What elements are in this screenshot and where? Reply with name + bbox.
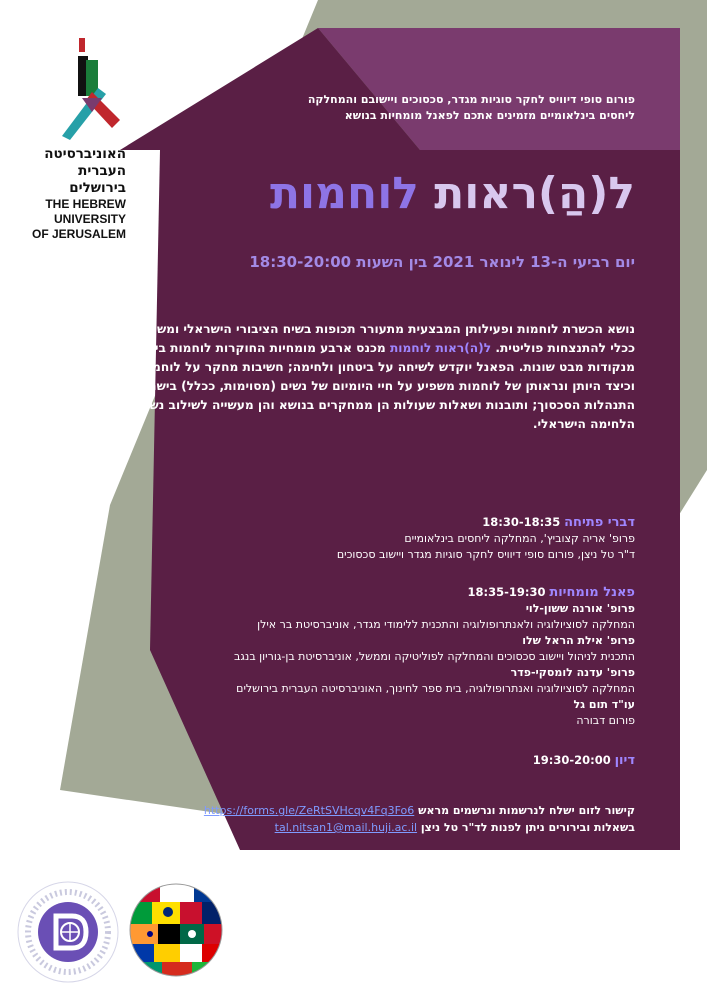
contact-section [75,802,635,836]
invitation-header [165,92,635,124]
globe-flags-logo-icon [128,882,224,978]
speaker-affiliation: פורום דבורה [576,714,635,727]
invitation-line-2: ליחסים בינלאומיים מזמינים אתכם לפאנל מומחיות בנושא [344,109,635,122]
opening-time: 18:30-18:35 [482,515,561,529]
discussion-title: דיון [614,753,635,768]
event-date: יום רביעי ה-13 לינואר 2021 בין השעות 18:30-20:00 [249,253,635,271]
university-name-he-2: העברית [78,163,126,179]
university-name-en-1: THE HEBREW [45,197,126,211]
invitation-line-1: פורום סופי דיוויס לחקר סוגיות מגדר, סכסוכים ויישובם והמחלקה [307,93,635,106]
intro-highlight: ל(ה)ראות לוחמות [389,341,492,355]
panel-section [75,584,635,729]
opening-line-1: פרופ' אריה קצוביץ', המחלקה ליחסים בינלאומיים [404,532,635,545]
opening-title: דברי פתיחה [564,515,635,530]
speaker-affiliation: התכנית לניהול ויישוב סכסוכים והמחלקה לפוליטיקה וממשל, אוניברסיטת בן-גוריון בנגב [234,650,635,663]
panel-time: 18:35-19:30 [467,585,546,599]
speaker-name: פרופ' אילת הראל שלו [522,634,635,647]
intro-text-2: מכנס ארבע מומחיות החוקרות לוחמות בישראל מנקודות מבט שונות. הפאנל יוקדש לשיחה על ביטחון ולחימה; חשיבות מחקר על לוחמות; האם וכיצד היותן ונראותן של לוחמות משפיע על חיי היומיום של נשים (מסוימות, ככלל) בישראל ועל התנהלות הסכסוך; ותובנות ושאלות שעולות הן ממחקרים בנושא והן מעשייה לשילוב נשים במערך הלחימה הישראלי. [94,341,635,431]
university-name [10,146,126,242]
university-name-en-2: UNIVERSITY [53,212,126,226]
title-part-2: לוחמות [269,168,419,219]
intro-paragraph [75,320,635,434]
university-name-he-1: האוניברסיטה [44,146,126,162]
intro-text-1: נושא הכשרת לוחמות ופעילותן המבצעית מתעורר תכופות בשיח הציבורי הישראלי ומשמש בעיקר ככלי להתנצחות פוליטית. [99,322,635,355]
forum-logo-icon [16,880,120,984]
registration-link[interactable]: https://forms.gle/ZeRtSVHcqv4Fq3Fo6 [203,804,415,817]
contact-email-link[interactable]: tal.nitsan1@mail.huji.ac.il [274,821,418,834]
panel-title: פאנל מומחיות [549,585,635,600]
hebrew-university-logo-icon [58,36,124,140]
speaker-name: פרופ' עדנה לומסקי-פדר [510,666,635,679]
speaker-affiliation: המחלקה לסוציולוגיה ולאנתרופולוגיה והתכנית ללימודי מגדר, אוניברסיטת בר אילן [257,618,635,631]
questions-line [75,819,635,836]
speaker-name: פרופ' אורנה ששון-לוי [525,602,635,615]
discussion-heading [75,752,635,769]
discussion-time: 19:30-20:00 [532,753,611,767]
panel-heading [75,584,635,601]
speaker-affiliation: המחלקה לסוציולוגיה ואנתרופולוגיה, בית ספר לחינוך, האוניברסיטה העברית בירושלים [236,682,635,695]
zoom-text: קישור לזום ישלח לנרשמות ונרשמים מראש [418,804,635,817]
title-part-1: ל(הַ)ראות [434,168,635,219]
zoom-registration-line [75,802,635,819]
speaker-name: עו"ד תום גל [573,698,635,711]
opening-line-2: ד"ר טל ניצן, פורום סופי דיוויס לחקר סוגיות מגדר ויישוב סכסוכים [336,548,635,561]
opening-heading [75,514,635,531]
event-title [115,166,635,222]
university-name-en-3: OF JERUSALEM [31,227,126,241]
discussion-section [75,752,635,769]
questions-text: בשאלות ובירורים ניתן לפנות לד"ר טל ניצן [420,821,635,834]
university-name-he-3: בירושלים [69,180,126,196]
opening-section [75,514,635,563]
